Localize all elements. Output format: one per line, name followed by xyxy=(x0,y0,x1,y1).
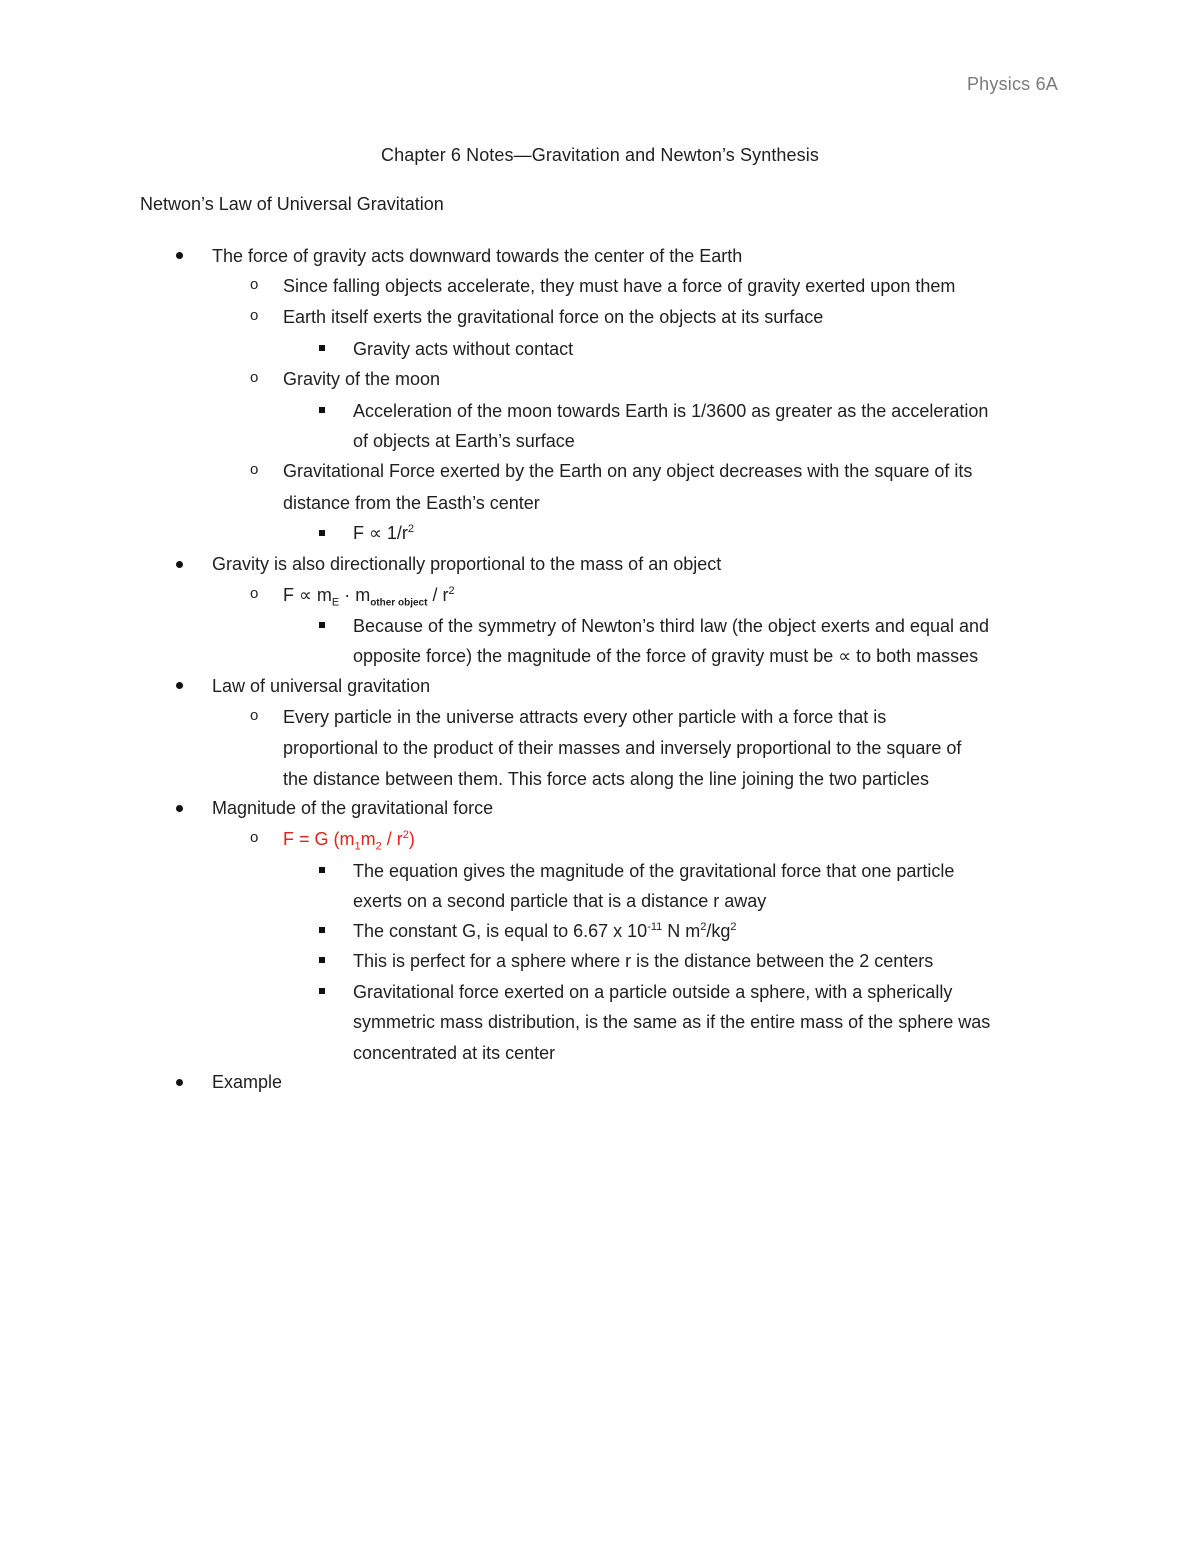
square-bullet-icon xyxy=(319,530,325,536)
circle-bullet-icon: o xyxy=(250,585,259,602)
circle-bullet-icon: o xyxy=(250,276,259,293)
square-bullet-icon xyxy=(319,345,325,351)
list-item-continuation: the distance between them. This force acts along the line joining the two particles xyxy=(283,769,930,789)
formula-text: F ∝ 1/r xyxy=(353,523,408,543)
circle-bullet-icon: o xyxy=(250,707,259,724)
bullet-icon xyxy=(176,1079,183,1086)
square-bullet-icon xyxy=(319,927,325,933)
list-item: The force of gravity acts downward towards the center of the Earth xyxy=(212,246,743,266)
list-item: Every particle in the universe attracts every other particle with a force that is xyxy=(283,707,887,727)
formula-text: · m xyxy=(339,585,371,605)
formula-text: F = G (m xyxy=(283,829,355,849)
list-item-continuation: symmetric mass distribution, is the same as if the entire mass of the sphere was xyxy=(353,1012,991,1032)
list-item: Law of universal gravitation xyxy=(212,676,431,696)
bullet-icon xyxy=(176,805,183,812)
list-item: Gravity acts without contact xyxy=(353,339,574,359)
bullet-icon xyxy=(176,682,183,689)
formula-text: F ∝ m xyxy=(283,585,332,605)
formula-text: / r xyxy=(381,829,403,849)
list-item: This is perfect for a sphere where r is the distance between the 2 centers xyxy=(353,951,934,971)
page-header: Physics 6A xyxy=(966,74,1058,94)
formula-exponent: 2 xyxy=(700,921,707,933)
list-item-continuation: distance from the Easth’s center xyxy=(283,493,540,513)
formula-text: ) xyxy=(408,829,415,849)
formula-text: The constant G, is equal to 6.67 x 10 xyxy=(353,921,648,941)
bullet-icon xyxy=(176,561,183,568)
list-item-continuation: of objects at Earth’s surface xyxy=(353,431,575,451)
circle-bullet-icon: o xyxy=(250,307,259,324)
formula-exponent: 2 xyxy=(402,829,409,841)
square-bullet-icon xyxy=(319,867,325,873)
formula-exponent: 2 xyxy=(448,585,455,597)
formula-exponent: 2 xyxy=(730,921,737,933)
formula-text: N m xyxy=(662,921,701,941)
formula-text: m xyxy=(360,829,376,849)
formula-subscript: other object xyxy=(370,597,428,609)
list-item: Because of the symmetry of Newton’s third law (the object exerts and equal and xyxy=(353,616,990,636)
square-bullet-icon xyxy=(319,622,325,628)
list-item: Gravitational force exerted on a particle outside a sphere, with a spherically xyxy=(353,982,953,1002)
bullet-icon xyxy=(176,252,183,259)
formula-text: /kg xyxy=(706,921,731,941)
formula-subscript: E xyxy=(331,596,340,609)
formula-subscript: 1 xyxy=(354,840,361,853)
list-item xyxy=(283,584,455,609)
list-item: Acceleration of the moon towards Earth is 1/3600 as greater as the acceleration xyxy=(353,401,989,421)
list-item: Example xyxy=(212,1072,283,1092)
list-item: Gravity is also directionally proportional to the mass of an object xyxy=(212,554,722,574)
gravitation-formula xyxy=(283,828,415,853)
list-item xyxy=(353,522,414,544)
formula-subscript: 2 xyxy=(375,840,382,853)
list-item: Gravitational Force exerted by the Earth on any object decreases with the square of its xyxy=(283,461,973,481)
list-item-continuation: proportional to the product of their masses and inversely proportional to the square of xyxy=(283,738,962,758)
circle-bullet-icon: o xyxy=(250,829,259,846)
formula-text: / r xyxy=(427,585,449,605)
list-item: Earth itself exerts the gravitational force on the objects at its surface xyxy=(283,307,824,327)
section-heading: Netwon’s Law of Universal Gravitation xyxy=(140,194,444,214)
list-item: Gravity of the moon xyxy=(283,369,441,389)
circle-bullet-icon: o xyxy=(250,461,259,478)
list-item: Since falling objects accelerate, they must have a force of gravity exerted upon them xyxy=(283,276,956,296)
list-item-continuation: exerts on a second particle that is a distance r away xyxy=(353,891,767,911)
list-item xyxy=(353,920,737,942)
list-item-continuation: opposite force) the magnitude of the force of gravity must be ∝ to both masses xyxy=(353,646,979,666)
list-item: Magnitude of the gravitational force xyxy=(212,798,494,818)
formula-exponent: -11 xyxy=(647,921,663,933)
square-bullet-icon xyxy=(319,957,325,963)
list-item-continuation: concentrated at its center xyxy=(353,1043,556,1063)
circle-bullet-icon: o xyxy=(250,369,259,386)
square-bullet-icon xyxy=(319,407,325,413)
list-item: The equation gives the magnitude of the gravitational force that one particle xyxy=(353,861,955,881)
square-bullet-icon xyxy=(319,988,325,994)
page-title: Chapter 6 Notes—Gravitation and Newton’s Synthesis xyxy=(381,145,819,165)
formula-exponent: 2 xyxy=(407,523,414,535)
